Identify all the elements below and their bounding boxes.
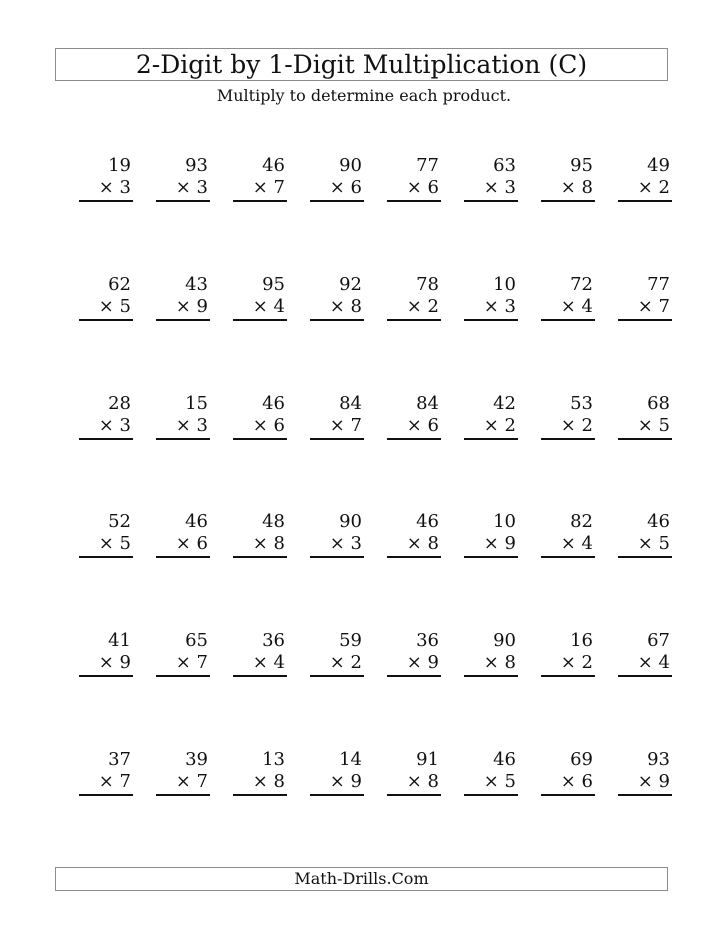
multiplier-line <box>253 653 285 673</box>
multiplier-line <box>99 772 131 792</box>
multiplier-line <box>176 416 208 436</box>
multiplier-line <box>484 653 516 673</box>
times-sign: × <box>329 652 345 673</box>
multiplier-line <box>407 297 439 317</box>
problem-5-5 <box>387 631 441 677</box>
multiplier-line <box>99 297 131 317</box>
multiplier: 9 <box>350 771 362 792</box>
answer-line <box>79 556 133 558</box>
times-sign: × <box>560 177 576 198</box>
answer-line <box>310 675 364 677</box>
multiplier-line <box>561 534 593 554</box>
answer-line <box>79 319 133 321</box>
problem-6-5 <box>387 750 441 796</box>
multiplier-line <box>330 534 362 554</box>
problem-3-5 <box>387 394 441 440</box>
times-sign: × <box>483 296 499 317</box>
problem-5-4 <box>310 631 364 677</box>
multiplicand: 43 <box>185 274 208 295</box>
multiplier: 3 <box>119 415 131 436</box>
instructions: Multiply to determine each product. <box>216 86 512 105</box>
multiplier: 4 <box>581 296 593 317</box>
multiplier-line <box>99 178 131 198</box>
problem-6-7 <box>541 750 595 796</box>
answer-line <box>156 438 210 440</box>
multiplier: 8 <box>273 533 285 554</box>
times-sign: × <box>98 177 114 198</box>
answer-line <box>233 319 287 321</box>
multiplicand: 48 <box>262 511 285 532</box>
answer-line <box>387 319 441 321</box>
multiplier-line <box>253 416 285 436</box>
answer-line <box>618 675 672 677</box>
multiplier: 2 <box>504 415 516 436</box>
times-sign: × <box>637 771 653 792</box>
answer-line <box>310 319 364 321</box>
multiplier: 3 <box>196 177 208 198</box>
answer-line <box>541 675 595 677</box>
multiplier-line <box>638 416 670 436</box>
multiplier-line <box>638 178 670 198</box>
multiplicand: 93 <box>647 749 670 770</box>
problem-4-2 <box>156 512 210 558</box>
problem-2-2 <box>156 275 210 321</box>
answer-line <box>464 556 518 558</box>
multiplicand: 36 <box>416 630 439 651</box>
times-sign: × <box>329 296 345 317</box>
multiplier-line <box>99 653 131 673</box>
multiplicand: 67 <box>647 630 670 651</box>
multiplicand: 13 <box>262 749 285 770</box>
multiplicand: 59 <box>339 630 362 651</box>
multiplicand: 77 <box>647 274 670 295</box>
times-sign: × <box>252 771 268 792</box>
multiplicand: 65 <box>185 630 208 651</box>
answer-line <box>156 319 210 321</box>
answer-line <box>310 556 364 558</box>
problem-5-7 <box>541 631 595 677</box>
times-sign: × <box>406 652 422 673</box>
multiplicand: 49 <box>647 155 670 176</box>
answer-line <box>156 794 210 796</box>
multiplier: 5 <box>658 415 670 436</box>
answer-line <box>541 200 595 202</box>
multiplier-line <box>561 772 593 792</box>
multiplier: 7 <box>119 771 131 792</box>
multiplicand: 46 <box>262 155 285 176</box>
multiplier: 7 <box>273 177 285 198</box>
multiplier: 6 <box>196 533 208 554</box>
multiplicand: 42 <box>493 393 516 414</box>
times-sign: × <box>637 533 653 554</box>
multiplicand: 69 <box>570 749 593 770</box>
times-sign: × <box>98 415 114 436</box>
times-sign: × <box>637 296 653 317</box>
multiplier-line <box>561 416 593 436</box>
problem-2-6 <box>464 275 518 321</box>
multiplicand: 53 <box>570 393 593 414</box>
answer-line <box>541 556 595 558</box>
multiplier: 8 <box>581 177 593 198</box>
multiplier-line <box>638 297 670 317</box>
times-sign: × <box>483 771 499 792</box>
multiplier-line <box>407 416 439 436</box>
problem-6-8 <box>618 750 672 796</box>
times-sign: × <box>252 177 268 198</box>
problem-5-3 <box>233 631 287 677</box>
answer-line <box>541 794 595 796</box>
times-sign: × <box>560 415 576 436</box>
multiplier: 4 <box>273 296 285 317</box>
multiplier: 2 <box>350 652 362 673</box>
multiplier: 6 <box>581 771 593 792</box>
multiplier: 7 <box>196 652 208 673</box>
problem-1-7 <box>541 156 595 202</box>
multiplicand: 82 <box>570 511 593 532</box>
multiplicand: 72 <box>570 274 593 295</box>
multiplier-line <box>330 178 362 198</box>
problem-3-2 <box>156 394 210 440</box>
multiplier: 3 <box>350 533 362 554</box>
multiplier-line <box>484 534 516 554</box>
multiplicand: 95 <box>262 274 285 295</box>
answer-line <box>464 200 518 202</box>
times-sign: × <box>98 533 114 554</box>
multiplier: 4 <box>581 533 593 554</box>
multiplier-line <box>176 534 208 554</box>
multiplier: 9 <box>658 771 670 792</box>
problem-2-1 <box>79 275 133 321</box>
problem-2-8 <box>618 275 672 321</box>
multiplier-line <box>407 178 439 198</box>
multiplicand: 63 <box>493 155 516 176</box>
answer-line <box>541 438 595 440</box>
multiplier: 8 <box>350 296 362 317</box>
times-sign: × <box>98 771 114 792</box>
times-sign: × <box>560 296 576 317</box>
multiplier: 7 <box>658 296 670 317</box>
multiplier-line <box>638 772 670 792</box>
times-sign: × <box>560 533 576 554</box>
multiplicand: 52 <box>108 511 131 532</box>
times-sign: × <box>175 652 191 673</box>
problem-4-4 <box>310 512 364 558</box>
answer-line <box>233 438 287 440</box>
problem-1-8 <box>618 156 672 202</box>
multiplier: 8 <box>427 533 439 554</box>
times-sign: × <box>252 652 268 673</box>
multiplier-line <box>330 416 362 436</box>
times-sign: × <box>406 177 422 198</box>
answer-line <box>464 319 518 321</box>
multiplier-line <box>176 772 208 792</box>
times-sign: × <box>175 415 191 436</box>
problem-6-6 <box>464 750 518 796</box>
problem-5-1 <box>79 631 133 677</box>
multiplicand: 16 <box>570 630 593 651</box>
problem-6-4 <box>310 750 364 796</box>
times-sign: × <box>483 177 499 198</box>
answer-line <box>310 794 364 796</box>
answer-line <box>79 675 133 677</box>
multiplicand: 28 <box>108 393 131 414</box>
times-sign: × <box>329 415 345 436</box>
multiplier-line <box>99 416 131 436</box>
multiplicand: 37 <box>108 749 131 770</box>
times-sign: × <box>252 296 268 317</box>
multiplicand: 84 <box>339 393 362 414</box>
answer-line <box>541 319 595 321</box>
multiplier-line <box>638 534 670 554</box>
problem-4-7 <box>541 512 595 558</box>
problem-5-8 <box>618 631 672 677</box>
multiplier: 6 <box>427 415 439 436</box>
times-sign: × <box>483 533 499 554</box>
times-sign: × <box>252 533 268 554</box>
multiplicand: 46 <box>493 749 516 770</box>
multiplier: 9 <box>196 296 208 317</box>
multiplier-line <box>253 297 285 317</box>
multiplier-line <box>407 653 439 673</box>
answer-line <box>156 556 210 558</box>
multiplier-line <box>253 772 285 792</box>
multiplier-line <box>484 297 516 317</box>
multiplier: 3 <box>504 177 516 198</box>
answer-line <box>79 200 133 202</box>
times-sign: × <box>329 771 345 792</box>
answer-line <box>618 794 672 796</box>
multiplicand: 41 <box>108 630 131 651</box>
times-sign: × <box>483 415 499 436</box>
problem-2-5 <box>387 275 441 321</box>
answer-line <box>233 794 287 796</box>
times-sign: × <box>637 652 653 673</box>
multiplier: 3 <box>196 415 208 436</box>
problem-6-3 <box>233 750 287 796</box>
multiplicand: 10 <box>493 274 516 295</box>
problem-1-5 <box>387 156 441 202</box>
problem-1-3 <box>233 156 287 202</box>
multiplicand: 78 <box>416 274 439 295</box>
answer-line <box>310 200 364 202</box>
problem-4-8 <box>618 512 672 558</box>
problem-1-1 <box>79 156 133 202</box>
footer-credit: Math-Drills.Com <box>294 869 429 888</box>
multiplier-line <box>176 297 208 317</box>
multiplicand: 90 <box>493 630 516 651</box>
problem-4-5 <box>387 512 441 558</box>
page-title: 2-Digit by 1-Digit Multiplication (C) <box>135 50 588 79</box>
multiplier-line <box>330 297 362 317</box>
problem-2-7 <box>541 275 595 321</box>
problem-1-6 <box>464 156 518 202</box>
problem-6-1 <box>79 750 133 796</box>
problem-2-4 <box>310 275 364 321</box>
times-sign: × <box>175 177 191 198</box>
footer-box <box>55 867 668 891</box>
multiplicand: 46 <box>185 511 208 532</box>
answer-line <box>387 556 441 558</box>
problem-3-6 <box>464 394 518 440</box>
times-sign: × <box>175 533 191 554</box>
answer-line <box>387 794 441 796</box>
times-sign: × <box>483 652 499 673</box>
multiplier-line <box>561 297 593 317</box>
multiplier-line <box>638 653 670 673</box>
answer-line <box>387 675 441 677</box>
multiplicand: 46 <box>647 511 670 532</box>
problem-2-3 <box>233 275 287 321</box>
times-sign: × <box>406 533 422 554</box>
multiplicand: 84 <box>416 393 439 414</box>
multiplier-line <box>330 772 362 792</box>
times-sign: × <box>637 177 653 198</box>
multiplicand: 62 <box>108 274 131 295</box>
multiplier-line <box>330 653 362 673</box>
times-sign: × <box>252 415 268 436</box>
problem-5-6 <box>464 631 518 677</box>
answer-line <box>618 556 672 558</box>
problem-1-2 <box>156 156 210 202</box>
multiplicand: 90 <box>339 155 362 176</box>
multiplier-line <box>176 178 208 198</box>
multiplier: 2 <box>427 296 439 317</box>
problem-3-1 <box>79 394 133 440</box>
times-sign: × <box>98 652 114 673</box>
multiplier: 6 <box>350 177 362 198</box>
multiplier-line <box>253 534 285 554</box>
multiplier: 9 <box>504 533 516 554</box>
multiplier: 8 <box>427 771 439 792</box>
times-sign: × <box>560 771 576 792</box>
problem-3-3 <box>233 394 287 440</box>
multiplicand: 91 <box>416 749 439 770</box>
times-sign: × <box>175 771 191 792</box>
answer-line <box>310 438 364 440</box>
multiplier: 4 <box>273 652 285 673</box>
answer-line <box>156 675 210 677</box>
multiplier-line <box>407 534 439 554</box>
multiplier: 7 <box>350 415 362 436</box>
times-sign: × <box>329 533 345 554</box>
answer-line <box>387 438 441 440</box>
multiplicand: 95 <box>570 155 593 176</box>
times-sign: × <box>406 296 422 317</box>
problem-4-3 <box>233 512 287 558</box>
multiplier: 9 <box>119 652 131 673</box>
multiplier-line <box>561 653 593 673</box>
multiplier: 2 <box>658 177 670 198</box>
multiplicand: 36 <box>262 630 285 651</box>
multiplicand: 15 <box>185 393 208 414</box>
multiplier: 6 <box>273 415 285 436</box>
multiplier-line <box>484 772 516 792</box>
times-sign: × <box>406 771 422 792</box>
answer-line <box>618 200 672 202</box>
times-sign: × <box>329 177 345 198</box>
multiplier-line <box>99 534 131 554</box>
multiplicand: 46 <box>262 393 285 414</box>
answer-line <box>464 438 518 440</box>
problem-4-1 <box>79 512 133 558</box>
answer-line <box>387 200 441 202</box>
multiplicand: 77 <box>416 155 439 176</box>
multiplier: 5 <box>504 771 516 792</box>
times-sign: × <box>98 296 114 317</box>
answer-line <box>618 319 672 321</box>
answer-line <box>464 794 518 796</box>
multiplicand: 39 <box>185 749 208 770</box>
multiplier: 2 <box>581 652 593 673</box>
multiplier-line <box>176 653 208 673</box>
problem-3-4 <box>310 394 364 440</box>
answer-line <box>233 675 287 677</box>
multiplier: 5 <box>119 296 131 317</box>
answer-line <box>233 200 287 202</box>
multiplicand: 19 <box>108 155 131 176</box>
multiplicand: 93 <box>185 155 208 176</box>
multiplier-line <box>253 178 285 198</box>
multiplier: 5 <box>658 533 670 554</box>
answer-line <box>79 794 133 796</box>
multiplier: 5 <box>119 533 131 554</box>
multiplier: 3 <box>119 177 131 198</box>
answer-line <box>156 200 210 202</box>
times-sign: × <box>637 415 653 436</box>
multiplicand: 46 <box>416 511 439 532</box>
times-sign: × <box>406 415 422 436</box>
multiplicand: 68 <box>647 393 670 414</box>
problem-3-8 <box>618 394 672 440</box>
problem-3-7 <box>541 394 595 440</box>
multiplier-line <box>484 416 516 436</box>
multiplicand: 90 <box>339 511 362 532</box>
multiplicand: 10 <box>493 511 516 532</box>
times-sign: × <box>560 652 576 673</box>
multiplier-line <box>484 178 516 198</box>
answer-line <box>233 556 287 558</box>
times-sign: × <box>175 296 191 317</box>
answer-line <box>464 675 518 677</box>
multiplier: 9 <box>427 652 439 673</box>
answer-line <box>618 438 672 440</box>
problem-5-2 <box>156 631 210 677</box>
multiplier: 2 <box>581 415 593 436</box>
multiplier: 6 <box>427 177 439 198</box>
multiplier: 3 <box>504 296 516 317</box>
multiplier: 8 <box>273 771 285 792</box>
multiplier: 7 <box>196 771 208 792</box>
problem-1-4 <box>310 156 364 202</box>
multiplier: 4 <box>658 652 670 673</box>
problem-6-2 <box>156 750 210 796</box>
multiplicand: 92 <box>339 274 362 295</box>
multiplicand: 14 <box>339 749 362 770</box>
answer-line <box>79 438 133 440</box>
multiplier-line <box>407 772 439 792</box>
problem-4-6 <box>464 512 518 558</box>
multiplier-line <box>561 178 593 198</box>
multiplier: 8 <box>504 652 516 673</box>
